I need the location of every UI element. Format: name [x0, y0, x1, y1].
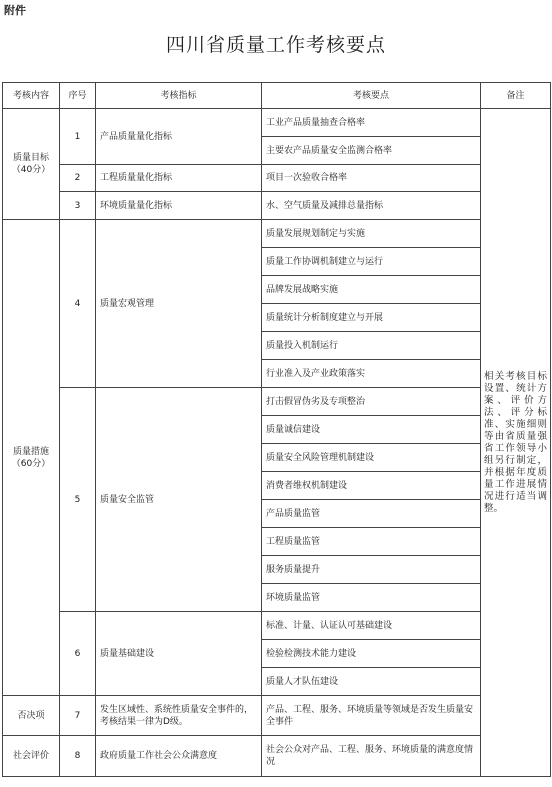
- point-cell: 行业准入及产业政策落实: [262, 360, 481, 388]
- point-cell: 水、空气质量及减排总量指标: [262, 192, 481, 220]
- number-cell: 5: [60, 388, 96, 612]
- point-cell: 服务质量提升: [262, 556, 481, 584]
- table-row: [3, 696, 551, 736]
- indicator-cell: 质量宏观管理: [96, 220, 262, 388]
- table-row: [3, 220, 551, 248]
- table-row: [3, 109, 551, 137]
- point-cell: 工业产品质量抽查合格率: [262, 109, 481, 137]
- number-cell: 2: [60, 165, 96, 192]
- number-cell: 7: [60, 696, 96, 736]
- point-cell: 质量工作协调机制建立与运行: [262, 248, 481, 276]
- point-cell: 质量安全风险管理机制建设: [262, 444, 481, 472]
- category-cell: 质量措施（60分）: [3, 220, 60, 696]
- header-points: 考核要点: [262, 83, 481, 109]
- point-cell: 打击假冒伪劣及专项整治: [262, 388, 481, 416]
- indicator-cell: 政府质量工作社会公众满意度: [96, 736, 262, 777]
- point-cell: 检验检测技术能力建设: [262, 640, 481, 668]
- point-cell: 质量投入机制运行: [262, 332, 481, 360]
- header-category: 考核内容: [3, 83, 60, 109]
- indicator-cell: 工程质量量化指标: [96, 165, 262, 192]
- remarks-cell: 相关考核目标设置、统计方案、评价方法、评分标准、实施细则等由省质量强省工作领导小组另行制定，并根据年度质量工作进展情况进行适当调整。: [481, 109, 551, 777]
- point-cell: 产品、工程、服务、环境质量等领域是否发生质量安全事件: [262, 696, 481, 736]
- assessment-table: [2, 82, 551, 777]
- point-cell: 环境质量监管: [262, 584, 481, 612]
- point-cell: 标准、计量、认证认可基础建设: [262, 612, 481, 640]
- point-cell: 品牌发展战略实施: [262, 276, 481, 304]
- indicator-cell: 环境质量量化指标: [96, 192, 262, 220]
- header-remarks: 备注: [481, 83, 551, 109]
- point-cell: 项目一次验收合格率: [262, 165, 481, 192]
- header-indicator: 考核指标: [96, 83, 262, 109]
- point-cell: 工程质量监管: [262, 528, 481, 556]
- number-cell: 8: [60, 736, 96, 777]
- indicator-cell: 产品质量量化指标: [96, 109, 262, 165]
- number-cell: 4: [60, 220, 96, 388]
- number-cell: 6: [60, 612, 96, 696]
- category-cell: 否决项: [3, 696, 60, 736]
- point-cell: 质量诚信建设: [262, 416, 481, 444]
- point-cell: 主要农产品质量安全监测合格率: [262, 137, 481, 165]
- header-number: 序号: [60, 83, 96, 109]
- attachment-label: 附件: [4, 4, 26, 17]
- table-row: [3, 165, 551, 192]
- number-cell: 3: [60, 192, 96, 220]
- category-cell: 质量目标（40分）: [3, 109, 60, 220]
- point-cell: 产品质量监管: [262, 500, 481, 528]
- point-cell: 质量统计分析制度建立与开展: [262, 304, 481, 332]
- category-cell: 社会评价: [3, 736, 60, 777]
- indicator-cell: 质量安全监管: [96, 388, 262, 612]
- table-row: [3, 612, 551, 640]
- table-header-row: [3, 83, 551, 109]
- point-cell: 质量发展规划制定与实施: [262, 220, 481, 248]
- indicator-cell: 发生区域性、系统性质量安全事件的，考核结果一律为D级。: [96, 696, 262, 736]
- indicator-cell: 质量基础建设: [96, 612, 262, 696]
- table-row: [3, 192, 551, 220]
- table-row: [3, 388, 551, 416]
- point-cell: 质量人才队伍建设: [262, 668, 481, 696]
- number-cell: 1: [60, 109, 96, 165]
- point-cell: 社会公众对产品、工程、服务、环境质量的满意度情况: [262, 736, 481, 777]
- table-row: [3, 736, 551, 777]
- page-title: 四川省质量工作考核要点: [165, 34, 386, 56]
- point-cell: 消费者维权机制建设: [262, 472, 481, 500]
